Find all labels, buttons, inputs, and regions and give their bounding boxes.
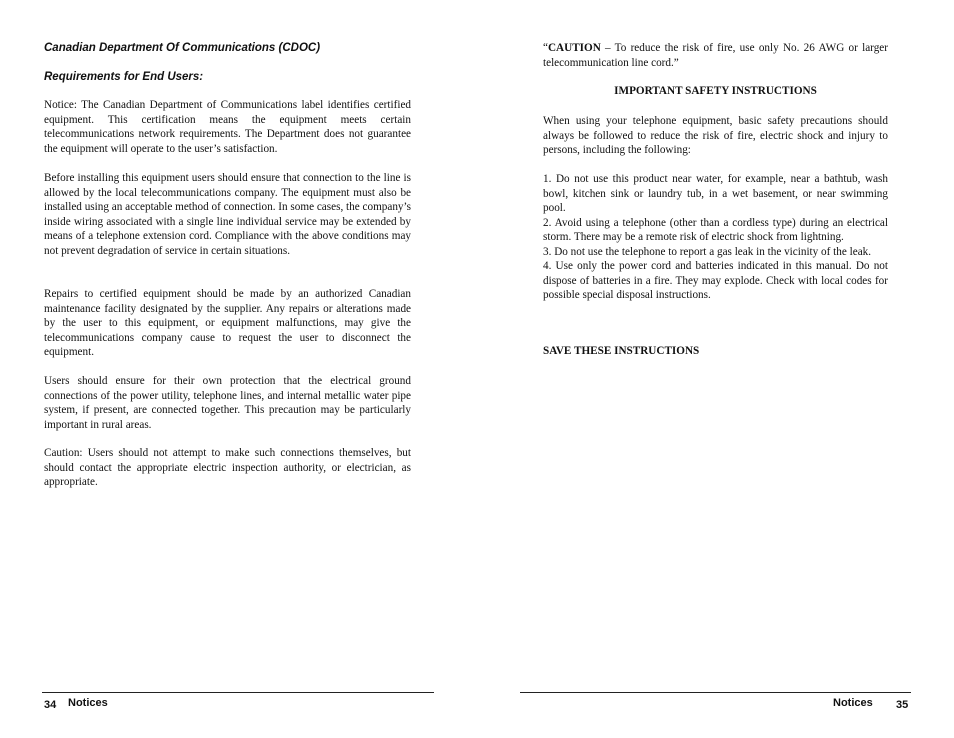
footer-rule bbox=[520, 692, 911, 693]
page-number: 35 bbox=[896, 699, 909, 711]
list-item: 1. Do not use this product near water, for example, near a bathtub, wash bowl, kitchen sink or laundry tub, in a wet basement, or near swimming pool. bbox=[543, 173, 888, 214]
list-item: 2. Avoid using a telephone (other than a cordless type) during an electrical storm. There may be a remote risk of electric shock from lightning. bbox=[543, 216, 888, 243]
requirements-heading: Requirements for End Users: bbox=[44, 71, 204, 83]
list-item: 3. Do not use the telephone to report a gas leak in the vicinity of the leak. bbox=[543, 245, 872, 258]
caution-text: – To reduce the risk of fire, use only No. 26 AWG or larger telecommunication line cord.” bbox=[543, 42, 888, 69]
footer-rule bbox=[42, 692, 434, 693]
save-heading: SAVE THESE INSTRUCTIONS bbox=[543, 345, 700, 357]
notice-paragraph: Notice: The Canadian Department of Communications label identifies certified equipment. This certification means the equipment meets certain telecommunications network requirements. The Department does not guarantee the equipment will operate to the user’s satisfaction. bbox=[44, 99, 411, 155]
right-page bbox=[477, 0, 954, 738]
caution-word: CAUTION bbox=[547, 42, 601, 54]
safety-heading: IMPORTANT SAFETY INSTRUCTIONS bbox=[614, 85, 817, 97]
footer-label: Notices bbox=[68, 697, 108, 709]
footer-label: Notices bbox=[833, 697, 873, 709]
page-number: 34 bbox=[44, 699, 57, 711]
caution-open-quote: “ bbox=[543, 42, 548, 54]
installation-paragraph: Before installing this equipment users should ensure that connection to the line is allowed by the local telecommunications company. The equipment must also be installed using an acceptable method of connection. In some cases, the company’s inside wiring associated with a single line individual service may be extended by means of a telephone extension cord. Compliance with the above conditions may not prevent degradation of service in certain situations. bbox=[44, 172, 411, 257]
safety-list bbox=[543, 172, 888, 303]
safety-intro: When using your telephone equipment, basic safety precautions should always be followed to reduce the risk of fire, electric shock and injury to persons, including the following: bbox=[543, 115, 888, 156]
caution-paragraph: Caution: Users should not attempt to make such connections themselves, but should contact the appropriate electric inspection authority, or electrician, as appropriate. bbox=[44, 447, 411, 488]
list-item: 4. Use only the power cord and batteries indicated in this manual. Do not dispose of batteries in a fire. They may explode. Check with local codes for possible special disposal instructions. bbox=[543, 260, 888, 301]
grounding-paragraph: Users should ensure for their own protection that the electrical ground connections of the power utility, telephone lines, and internal metallic water pipe system, if present, are connected together. This precaution may be particularly important in rural areas. bbox=[44, 375, 411, 431]
cdoc-heading: Canadian Department Of Communications (CDOC) bbox=[44, 42, 321, 54]
cord-caution bbox=[543, 41, 888, 70]
repairs-paragraph: Repairs to certified equipment should be made by an authorized Canadian maintenance facility designated by the supplier. Any repairs or alterations made by the user to this equipment, or equipment malfunctions, may give the telecommunications company cause to request the user to disconnect the equipment. bbox=[44, 288, 411, 358]
